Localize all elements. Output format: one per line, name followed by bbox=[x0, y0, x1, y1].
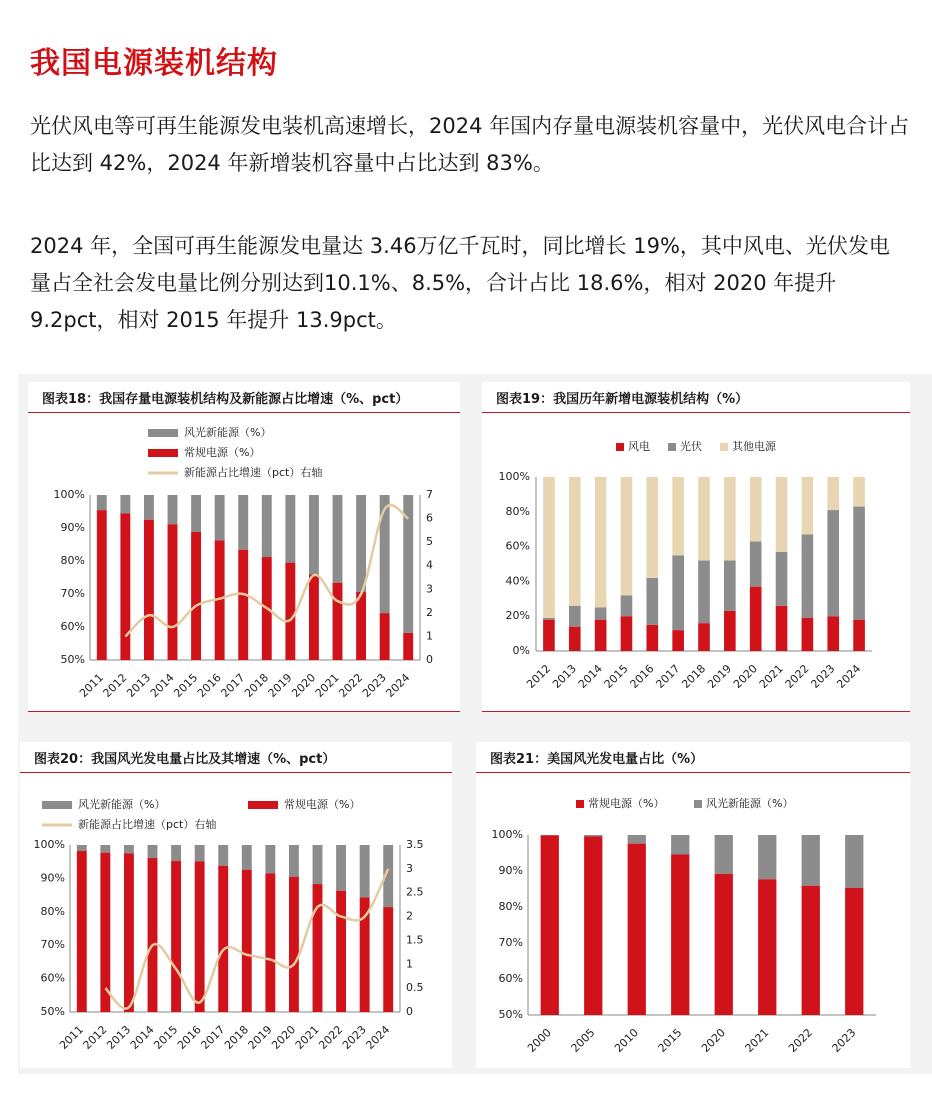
figure-18-panel bbox=[28, 382, 460, 712]
paragraph-generation: 2024 年，全国可再生能源发电量达 3.46万亿千瓦时，同比增长 19%，其中风电、光伏发电量占全社会发电量比例分别达到10.1%、8.5%，合计占比 18.6%，相对 2020 年提升 9.2pct，相对 2015 年提升 13.9pct。 bbox=[30, 234, 890, 332]
x-tick-label: 2014 bbox=[147, 671, 177, 701]
x-tick-label: 2017 bbox=[218, 671, 248, 701]
bar-conventional bbox=[289, 877, 299, 1012]
y2-tick-label: 2 bbox=[426, 605, 433, 619]
y2-tick-label: 0.5 bbox=[406, 981, 424, 995]
y-tick-label: 100% bbox=[33, 838, 65, 851]
y-tick-label: 80% bbox=[498, 900, 523, 913]
x-tick-label: 2011 bbox=[57, 1023, 87, 1053]
y2-tick-label: 1 bbox=[406, 957, 413, 971]
bar-conventional bbox=[541, 835, 559, 1015]
figure-20-panel bbox=[20, 742, 452, 1068]
bar-conventional bbox=[802, 886, 820, 1015]
bar-new-energy bbox=[148, 845, 158, 858]
x-tick-label: 2015 bbox=[601, 662, 631, 692]
bar-conventional bbox=[845, 888, 863, 1015]
page-title: 我国电源装机结构 bbox=[30, 46, 278, 81]
bar-new-energy bbox=[356, 495, 366, 592]
legend-swatch bbox=[148, 429, 178, 437]
bar-conventional bbox=[356, 592, 366, 660]
legend-label: 新能源占比增速（pct）右轴 bbox=[78, 818, 217, 831]
y2-tick-label: 7 bbox=[426, 488, 433, 501]
figure-19-chart bbox=[482, 415, 910, 710]
bar-other bbox=[595, 477, 607, 608]
x-tick-label: 2016 bbox=[194, 671, 224, 701]
bar-conventional bbox=[195, 861, 205, 1012]
x-tick-label: 2021 bbox=[292, 1023, 322, 1053]
bar-conventional bbox=[715, 874, 733, 1015]
bar-other bbox=[853, 477, 865, 507]
figure-18-title: 图表18：我国存量电源装机结构及新能源占比增速（%、pct） bbox=[42, 392, 409, 407]
y2-tick-label: 5 bbox=[426, 535, 433, 549]
bar-new-energy bbox=[289, 845, 299, 877]
x-tick-label: 2012 bbox=[100, 671, 130, 701]
bar-conventional bbox=[97, 510, 107, 660]
bar-conventional bbox=[333, 583, 343, 660]
bar-new-energy bbox=[802, 835, 820, 886]
bar-solar bbox=[543, 618, 555, 620]
bar-new-energy bbox=[144, 495, 154, 520]
x-tick-label: 2018 bbox=[222, 1023, 252, 1053]
y-tick-label: 100% bbox=[491, 828, 523, 841]
bar-other bbox=[776, 477, 788, 552]
y-tick-label: 80% bbox=[505, 504, 530, 518]
y-tick-label: 50% bbox=[40, 1005, 65, 1018]
bar-solar bbox=[569, 606, 581, 627]
y-tick-label: 90% bbox=[498, 864, 523, 877]
bar-wind bbox=[569, 627, 581, 651]
figure-18-rule bbox=[28, 412, 460, 413]
figure-18-chart bbox=[28, 415, 460, 710]
legend-label: 新能源占比增速（pct）右轴 bbox=[184, 466, 323, 479]
bar-new-energy bbox=[120, 495, 130, 513]
figure-18-bottom-rule bbox=[28, 711, 460, 712]
y2-tick-label: 3.5 bbox=[406, 838, 424, 851]
figure-21-panel bbox=[476, 742, 910, 1068]
figure-20-rule bbox=[20, 772, 452, 773]
bar-conventional bbox=[120, 513, 130, 660]
bar-conventional bbox=[584, 836, 602, 1015]
x-tick-label: 2021 bbox=[312, 671, 342, 701]
legend-label: 常规电源（%） bbox=[284, 798, 361, 811]
y2-tick-label: 4 bbox=[426, 558, 433, 572]
x-tick-label: 2020 bbox=[269, 1023, 299, 1053]
x-tick-label: 2023 bbox=[829, 1026, 859, 1056]
bar-wind bbox=[853, 620, 865, 651]
legend-label: 常规电源（%） bbox=[184, 446, 261, 459]
x-tick-label: 2019 bbox=[245, 1023, 275, 1053]
x-tick-label: 2000 bbox=[525, 1026, 554, 1056]
x-tick-label: 2011 bbox=[77, 671, 107, 701]
y-tick-label: 80% bbox=[60, 554, 85, 567]
bar-conventional bbox=[191, 532, 201, 660]
y-tick-label: 90% bbox=[60, 521, 85, 534]
bar-conventional bbox=[336, 891, 346, 1012]
bar-conventional bbox=[758, 879, 776, 1015]
y-tick-label: 60% bbox=[505, 539, 530, 553]
y2-tick-label: 2.5 bbox=[406, 885, 424, 899]
bar-new-energy bbox=[285, 495, 295, 563]
bar-solar bbox=[853, 507, 865, 620]
x-tick-label: 2018 bbox=[242, 671, 272, 701]
y2-tick-label: 2 bbox=[406, 909, 413, 923]
bar-wind bbox=[827, 616, 839, 651]
legend-swatch bbox=[694, 800, 702, 808]
bar-conventional bbox=[238, 550, 248, 660]
y2-tick-label: 0 bbox=[426, 653, 433, 666]
y-tick-label: 60% bbox=[40, 971, 65, 985]
figure-19-title: 图表19：我国历年新增电源装机结构（%） bbox=[496, 392, 749, 407]
bar-new-energy bbox=[628, 835, 646, 844]
bar-new-energy bbox=[584, 835, 602, 836]
x-tick-label: 2013 bbox=[104, 1023, 134, 1053]
legend-label: 风光新能源（%） bbox=[78, 798, 166, 811]
bar-wind bbox=[595, 620, 607, 651]
legend-swatch bbox=[720, 443, 728, 451]
bar-wind bbox=[543, 620, 555, 651]
x-tick-label: 2017 bbox=[653, 662, 683, 692]
bar-new-energy bbox=[380, 495, 390, 613]
x-tick-label: 2016 bbox=[627, 662, 657, 692]
x-tick-label: 2024 bbox=[834, 662, 864, 692]
legend-label: 风光新能源（%） bbox=[184, 426, 272, 439]
bar-solar bbox=[672, 555, 684, 630]
bar-conventional bbox=[265, 873, 275, 1012]
x-tick-label: 2017 bbox=[198, 1023, 228, 1053]
x-tick-label: 2014 bbox=[575, 662, 605, 692]
bar-new-energy bbox=[97, 495, 107, 510]
bar-new-energy bbox=[195, 845, 205, 861]
legend-label: 风光新能源（%） bbox=[706, 797, 794, 810]
bar-new-energy bbox=[215, 495, 225, 541]
y-tick-label: 70% bbox=[498, 936, 523, 949]
y-tick-label: 50% bbox=[60, 653, 85, 666]
bar-solar bbox=[750, 541, 762, 586]
figure-21-rule bbox=[476, 772, 910, 773]
bar-new-energy bbox=[715, 835, 733, 874]
bar-conventional bbox=[309, 575, 319, 660]
bar-wind bbox=[672, 630, 684, 651]
y-tick-label: 90% bbox=[40, 871, 65, 885]
bar-solar bbox=[724, 561, 736, 611]
bar-conventional bbox=[124, 853, 134, 1012]
x-tick-label: 2021 bbox=[756, 662, 786, 692]
bar-wind bbox=[776, 606, 788, 651]
legend-label: 光伏 bbox=[680, 440, 702, 453]
bar-new-energy bbox=[309, 495, 319, 575]
x-tick-label: 2022 bbox=[782, 662, 812, 692]
y-tick-label: 50% bbox=[498, 1008, 523, 1021]
bar-conventional bbox=[242, 870, 252, 1012]
x-tick-label: 2013 bbox=[550, 662, 580, 692]
bar-conventional bbox=[218, 866, 228, 1012]
x-tick-label: 2020 bbox=[289, 671, 319, 701]
x-tick-label: 2022 bbox=[316, 1023, 346, 1053]
y-tick-label: 20% bbox=[505, 609, 530, 623]
x-tick-label: 2005 bbox=[568, 1026, 598, 1056]
bar-conventional bbox=[380, 613, 390, 660]
bar-new-energy bbox=[100, 845, 110, 853]
legend-swatch bbox=[148, 449, 178, 457]
legend-swatch bbox=[248, 801, 278, 809]
x-tick-label: 2019 bbox=[265, 671, 295, 701]
legend-swatch bbox=[576, 800, 584, 808]
y2-tick-label: 3 bbox=[406, 861, 413, 875]
bar-other bbox=[802, 477, 814, 534]
bar-other bbox=[724, 477, 736, 561]
bar-new-energy bbox=[671, 835, 689, 854]
bar-other bbox=[698, 477, 710, 561]
x-tick-label: 2010 bbox=[612, 1026, 641, 1056]
x-tick-label: 2018 bbox=[679, 662, 709, 692]
bar-new-energy bbox=[360, 845, 370, 897]
bar-new-energy bbox=[845, 835, 863, 888]
y-tick-label: 70% bbox=[60, 587, 85, 600]
bar-new-energy bbox=[171, 845, 181, 861]
legend-label: 风电 bbox=[628, 440, 650, 453]
bar-solar bbox=[595, 608, 607, 620]
figure-19-bottom-rule bbox=[482, 711, 910, 712]
bar-new-energy bbox=[168, 495, 178, 524]
bar-other bbox=[672, 477, 684, 555]
y-tick-label: 80% bbox=[40, 904, 65, 918]
x-tick-label: 2023 bbox=[339, 1023, 369, 1053]
y-tick-label: 60% bbox=[60, 620, 85, 633]
bar-new-energy bbox=[336, 845, 346, 891]
bar-solar bbox=[827, 510, 839, 616]
bar-new-energy bbox=[333, 495, 343, 583]
bar-conventional bbox=[148, 858, 158, 1012]
bar-conventional bbox=[671, 854, 689, 1015]
y-tick-label: 100% bbox=[53, 488, 85, 501]
bar-other bbox=[569, 477, 581, 606]
bar-conventional bbox=[77, 851, 87, 1012]
figure-21-title: 图表21：美国风光发电量占比（%） bbox=[490, 752, 704, 767]
y2-tick-label: 1.5 bbox=[406, 933, 424, 947]
x-tick-label: 2013 bbox=[124, 671, 154, 701]
x-tick-label: 2024 bbox=[383, 671, 413, 701]
bar-new-energy bbox=[262, 495, 272, 557]
x-tick-label: 2022 bbox=[786, 1026, 815, 1056]
bar-conventional bbox=[628, 844, 646, 1015]
y-tick-label: 60% bbox=[498, 972, 523, 985]
bar-conventional bbox=[168, 524, 178, 660]
bar-new-energy bbox=[124, 845, 134, 853]
x-tick-label: 2022 bbox=[336, 671, 366, 701]
bar-new-energy bbox=[191, 495, 201, 532]
bar-wind bbox=[621, 616, 633, 651]
bar-wind bbox=[802, 618, 814, 651]
bar-solar bbox=[646, 578, 658, 625]
figure-19-panel bbox=[482, 382, 910, 712]
figure-19-rule bbox=[482, 412, 910, 413]
bar-wind bbox=[698, 623, 710, 651]
bar-new-energy bbox=[265, 845, 275, 873]
x-tick-label: 2019 bbox=[705, 662, 735, 692]
bar-conventional bbox=[360, 897, 370, 1012]
figure-20-chart bbox=[20, 775, 452, 1067]
x-tick-label: 2023 bbox=[808, 662, 838, 692]
bar-new-energy bbox=[77, 845, 87, 851]
x-tick-label: 2023 bbox=[359, 671, 389, 701]
bar-conventional bbox=[285, 563, 295, 660]
legend-label: 常规电源（%） bbox=[588, 797, 665, 810]
y2-tick-label: 1 bbox=[426, 629, 433, 643]
bar-conventional bbox=[403, 633, 413, 660]
y-tick-label: 100% bbox=[498, 470, 530, 483]
bar-wind bbox=[750, 587, 762, 651]
bar-other bbox=[621, 477, 633, 595]
bar-new-energy bbox=[238, 495, 248, 550]
legend-swatch bbox=[668, 443, 676, 451]
y-tick-label: 0% bbox=[512, 644, 530, 657]
x-tick-label: 2021 bbox=[742, 1026, 772, 1056]
legend-swatch bbox=[42, 801, 72, 809]
y2-tick-label: 0 bbox=[406, 1005, 413, 1018]
bar-conventional bbox=[313, 884, 323, 1012]
x-tick-label: 2015 bbox=[655, 1026, 685, 1056]
y2-tick-label: 3 bbox=[426, 582, 433, 596]
bar-wind bbox=[646, 625, 658, 651]
x-tick-label: 2015 bbox=[151, 1023, 181, 1053]
bar-conventional bbox=[100, 853, 110, 1012]
bar-solar bbox=[776, 552, 788, 606]
legend-label: 其他电源 bbox=[732, 440, 776, 453]
bar-new-energy bbox=[242, 845, 252, 870]
bar-conventional bbox=[171, 861, 181, 1012]
x-tick-label: 2016 bbox=[174, 1023, 204, 1053]
bar-new-energy bbox=[218, 845, 228, 866]
x-tick-label: 2015 bbox=[171, 671, 201, 701]
bar-other bbox=[750, 477, 762, 541]
y2-tick-label: 6 bbox=[426, 511, 433, 525]
bar-solar bbox=[802, 534, 814, 618]
figure-20-title: 图表20：我国风光发电量占比及其增速（%、pct） bbox=[34, 752, 336, 767]
bar-solar bbox=[621, 595, 633, 616]
bar-solar bbox=[698, 561, 710, 624]
bar-conventional bbox=[383, 907, 393, 1012]
figure-21-chart bbox=[476, 775, 910, 1067]
bar-other bbox=[827, 477, 839, 510]
legend-swatch bbox=[616, 443, 624, 451]
y-tick-label: 70% bbox=[40, 938, 65, 952]
bar-new-energy bbox=[758, 835, 776, 879]
x-tick-label: 2012 bbox=[80, 1023, 110, 1053]
paragraph-capacity: 光伏风电等可再生能源发电装机高速增长，2024 年国内存量电源装机容量中，光伏风电合计占比达到 42%，2024 年新增装机容量中占比达到 83%。 bbox=[30, 114, 910, 175]
x-tick-label: 2020 bbox=[730, 662, 760, 692]
bar-new-energy bbox=[313, 845, 323, 884]
bar-other bbox=[543, 477, 555, 618]
bar-conventional bbox=[144, 520, 154, 660]
y-tick-label: 40% bbox=[505, 574, 530, 588]
bar-wind bbox=[724, 611, 736, 651]
x-tick-label: 2014 bbox=[127, 1023, 157, 1053]
x-tick-label: 2020 bbox=[699, 1026, 728, 1056]
x-tick-label: 2012 bbox=[524, 662, 554, 692]
bar-other bbox=[646, 477, 658, 578]
x-tick-label: 2024 bbox=[363, 1023, 393, 1053]
